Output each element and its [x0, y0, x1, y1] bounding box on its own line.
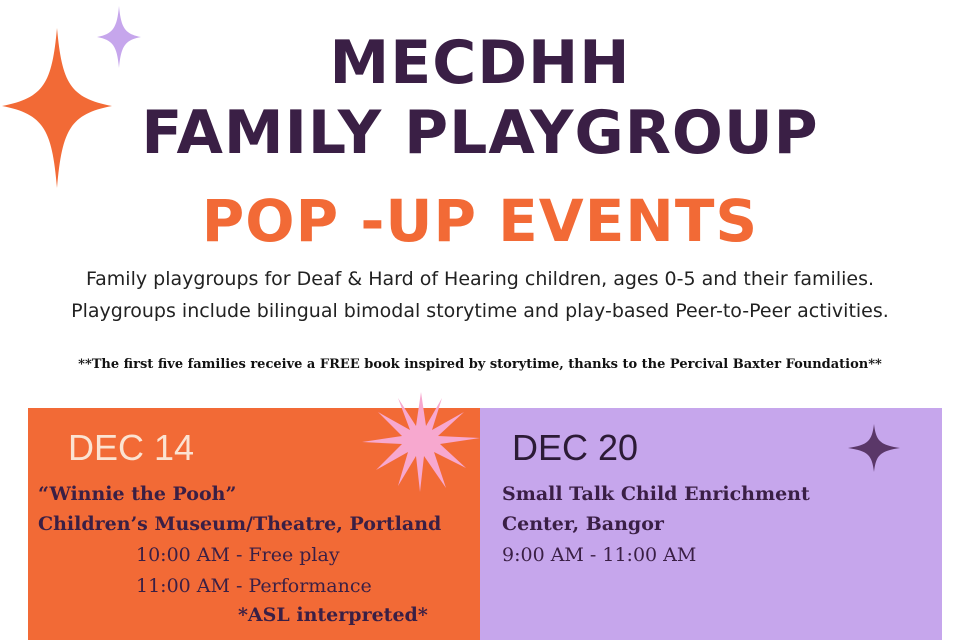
event-panel-dec-20	[480, 408, 942, 640]
event-location-line-1: Small Talk Child Enrichment	[502, 483, 810, 505]
event-date: DEC 14	[68, 427, 195, 468]
event-time: 9:00 AM - 11:00 AM	[502, 544, 697, 566]
foundation-note: **The first five families receive a FREE book inspired by storytime, thanks to the Percival Baxter Foundation**	[78, 357, 882, 372]
description-line-2: Playgroups include bilingual bimodal storytime and play-based Peer-to-Peer activities.	[71, 300, 889, 322]
event-location-line-2: Center, Bangor	[502, 513, 664, 535]
event-title: “Winnie the Pooh”	[38, 483, 237, 505]
title-line-1: MECDHH	[329, 28, 631, 98]
event-time-1: 10:00 AM - Free play	[136, 544, 340, 566]
description-line-1: Family playgroups for Deaf & Hard of Hearing children, ages 0-5 and their families.	[85, 268, 875, 290]
event-extra: *ASL interpreted*	[238, 604, 428, 626]
pink-starburst-icon	[362, 392, 480, 492]
event-time-2: 11:00 AM - Performance	[136, 575, 372, 597]
title-line-3: POP -UP EVENTS	[201, 187, 759, 255]
event-date: DEC 20	[512, 427, 639, 468]
title-line-2: FAMILY PLAYGROUP	[141, 98, 819, 168]
purple-sparkle-icon	[848, 424, 900, 472]
event-location: Children’s Museum/Theatre, Portland	[38, 513, 442, 535]
